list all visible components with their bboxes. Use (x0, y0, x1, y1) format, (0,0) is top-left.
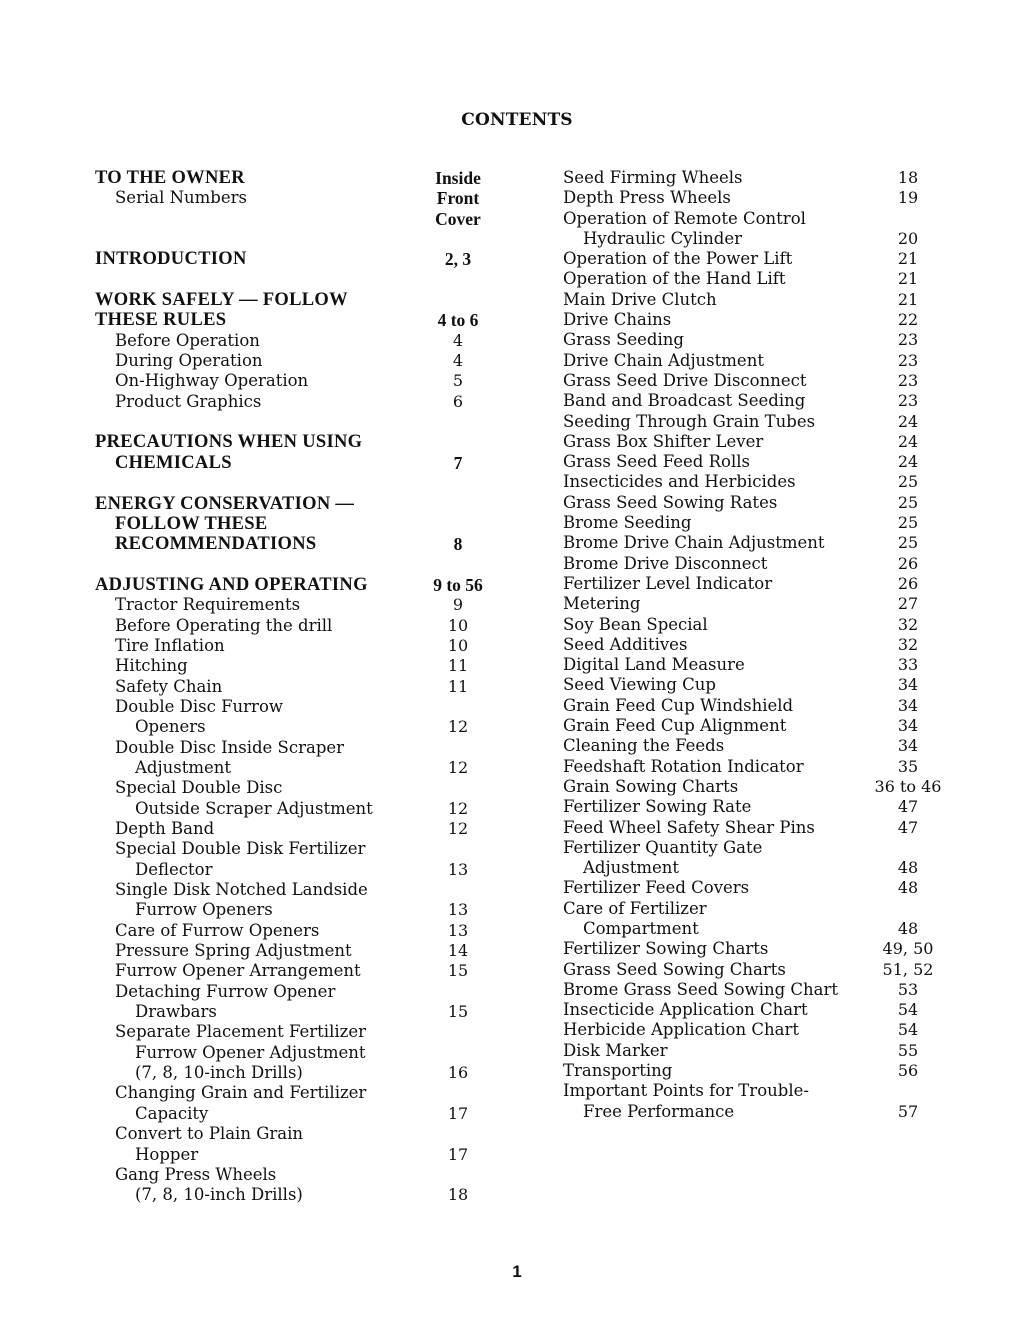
toc-entry (563, 1061, 963, 1081)
toc-entry-page: 21 (897, 269, 919, 289)
toc-entry-title: Grass Box Shifter Lever (563, 431, 764, 451)
toc-entry-page: 15 (447, 961, 469, 981)
toc-entry (563, 493, 963, 513)
toc-entry-title: Special Double Disc (115, 778, 283, 798)
toc-entry-page: 8 (453, 534, 463, 555)
toc-entry-page: Inside (435, 168, 481, 188)
toc-entry (95, 290, 515, 310)
toc-entry (563, 960, 963, 980)
toc-entry (563, 1000, 963, 1020)
toc-entry-title: Band and Broadcast Seeding (563, 391, 806, 411)
toc-entry-title: Double Disc Furrow (115, 696, 284, 716)
toc-entry-page: 12 (447, 798, 469, 818)
toc-entry-title: Safety Chain (115, 676, 223, 696)
toc-entry-title: Gang Press Wheels (115, 1164, 277, 1184)
toc-entry-title: FOLLOW THESE (115, 513, 268, 534)
toc-entry-title: During Operation (115, 351, 263, 371)
toc-entry (563, 797, 963, 817)
toc-entry-title: Deflector (135, 859, 213, 879)
toc-entry (95, 799, 515, 819)
toc-entry (563, 574, 963, 594)
toc-entry (563, 351, 963, 371)
toc-entry (95, 982, 515, 1002)
toc-entry (563, 980, 963, 1000)
toc-entry-title: Main Drive Clutch (563, 289, 717, 309)
toc-entry-page: 12 (447, 717, 469, 737)
toc-entry (95, 371, 515, 391)
toc-entry-page: 22 (897, 310, 919, 330)
toc-entry (95, 1063, 515, 1083)
toc-entry (95, 494, 515, 514)
toc-entry-title: Before Operation (115, 330, 260, 350)
toc-entry-page: 24 (897, 452, 919, 472)
toc-entry-page: 34 (897, 736, 919, 756)
toc-entry-page: 4 (452, 330, 464, 350)
toc-entry-title: Metering (563, 594, 641, 614)
toc-entry-title: Fertilizer Level Indicator (563, 573, 773, 593)
toc-entry-page: 48 (897, 878, 919, 898)
toc-entry-title: Compartment (583, 918, 699, 938)
toc-entry (95, 575, 515, 595)
toc-entry-title: Product Graphics (115, 391, 262, 411)
toc-entry-title: (7, 8, 10-inch Drills) (135, 1185, 303, 1205)
toc-entry (563, 168, 963, 188)
toc-entry (95, 1185, 515, 1205)
toc-entry-page: 6 (452, 391, 464, 411)
toc-entry-page: 11 (447, 656, 469, 676)
toc-entry (563, 696, 963, 716)
toc-entry (563, 513, 963, 533)
toc-entry-title: Pressure Spring Adjustment (115, 941, 352, 961)
toc-entry-page: 15 (447, 1002, 469, 1022)
toc-entry-title: Fertilizer Sowing Charts (563, 939, 769, 959)
toc-entry-title: Digital Land Measure (563, 655, 745, 675)
toc-entry-title: CHEMICALS (115, 452, 232, 473)
toc-entry (563, 188, 963, 208)
toc-entry (95, 819, 515, 839)
toc-entry-page: 17 (447, 1103, 469, 1123)
toc-entry (95, 636, 515, 656)
toc-entry-page: 18 (897, 168, 919, 187)
toc-entry-title: Brome Grass Seed Sowing Chart (563, 979, 839, 999)
toc-entry (95, 941, 515, 961)
toc-entry (95, 412, 515, 432)
toc-entry (563, 838, 963, 858)
toc-entry-page: 25 (897, 472, 919, 492)
toc-entry-title: TO THE OWNER (95, 168, 245, 188)
toc-entry-title: Hitching (115, 656, 188, 676)
toc-entry-page: 49, 50 (882, 939, 934, 959)
contents-left-column (95, 168, 515, 1206)
toc-entry-title: Operation of the Power Lift (563, 249, 793, 269)
toc-entry (563, 757, 963, 777)
toc-entry-page: 11 (447, 676, 469, 696)
toc-entry-page: 19 (897, 188, 919, 208)
toc-entry-page: 34 (897, 675, 919, 695)
toc-entry-page: 35 (897, 756, 919, 776)
toc-entry (563, 290, 963, 310)
toc-entry-title: Seed Additives (563, 634, 688, 654)
toc-entry (563, 939, 963, 959)
toc-entry (95, 1083, 515, 1103)
toc-entry (563, 635, 963, 655)
toc-entry-title: Drawbars (135, 1002, 217, 1022)
toc-entry-title: Transporting (563, 1061, 673, 1081)
toc-entry (95, 1043, 515, 1063)
toc-entry-page: 34 (897, 716, 919, 736)
page-title: CONTENTS (461, 110, 573, 130)
toc-entry-page: 14 (447, 941, 469, 961)
toc-entry-title: Operation of Remote Control (563, 208, 806, 228)
toc-entry-title: Hydraulic Cylinder (583, 228, 743, 248)
toc-entry-title: Brome Seeding (563, 513, 692, 533)
toc-entry (563, 554, 963, 574)
toc-entry-page: 32 (897, 614, 919, 634)
toc-entry-title: Insecticide Application Chart (563, 1000, 808, 1020)
toc-entry (95, 880, 515, 900)
toc-entry-title: Grain Sowing Charts (563, 776, 739, 796)
toc-entry-page: 12 (447, 819, 469, 838)
toc-entry (563, 269, 963, 289)
toc-entry-title: Feedshaft Rotation Indicator (563, 756, 804, 776)
toc-entry-title: Depth Press Wheels (563, 188, 731, 208)
toc-entry-title: ADJUSTING AND OPERATING (95, 574, 368, 595)
toc-entry (95, 921, 515, 941)
toc-entry-page: 13 (447, 920, 469, 940)
toc-entry (95, 1002, 515, 1022)
toc-entry-title: Herbicide Application Chart (563, 1020, 799, 1040)
toc-entry-title: Adjustment (583, 858, 679, 878)
toc-entry (95, 555, 515, 575)
toc-entry-title: Serial Numbers (115, 188, 247, 208)
toc-entry (563, 1020, 963, 1040)
toc-entry-title: Free Performance (583, 1101, 735, 1121)
toc-entry (95, 168, 515, 188)
toc-entry-page: 53 (897, 979, 919, 999)
toc-entry (563, 391, 963, 411)
toc-entry (563, 310, 963, 330)
toc-entry-title: THESE RULES (95, 310, 227, 331)
toc-entry (95, 392, 515, 412)
toc-entry (95, 778, 515, 798)
page-number: 1 (512, 1262, 522, 1281)
toc-entry (95, 677, 515, 697)
toc-entry-title: Furrow Opener Arrangement (115, 961, 361, 981)
toc-entry (563, 919, 963, 939)
toc-entry-title: Convert to Plain Grain (115, 1124, 304, 1144)
toc-entry-title: Double Disc Inside Scraper (115, 737, 345, 757)
toc-entry-title: Operation of the Hand Lift (563, 269, 786, 289)
toc-entry (95, 900, 515, 920)
toc-entry-page: 33 (897, 655, 919, 675)
toc-entry (95, 270, 515, 290)
toc-entry-title: Seed Firming Wheels (563, 168, 743, 187)
toc-entry-page: 13 (447, 859, 469, 879)
toc-entry (95, 656, 515, 676)
toc-entry-page: 10 (447, 635, 469, 655)
toc-entry-title: Grain Feed Cup Alignment (563, 716, 787, 736)
toc-entry (563, 1041, 963, 1061)
toc-entry-page: 55 (897, 1040, 919, 1060)
contents-right-column (563, 168, 963, 1122)
toc-entry-page: 54 (897, 1000, 919, 1020)
toc-entry-title: Hopper (135, 1144, 199, 1164)
toc-entry-title: Openers (135, 717, 206, 737)
toc-entry (563, 818, 963, 838)
toc-entry (563, 452, 963, 472)
toc-entry-page: 57 (897, 1101, 919, 1121)
toc-entry-page: 23 (897, 330, 919, 350)
toc-entry-title: Outside Scraper Adjustment (135, 798, 373, 818)
toc-entry (95, 616, 515, 636)
toc-entry-title: Feed Wheel Safety Shear Pins (563, 817, 815, 837)
toc-entry (95, 839, 515, 859)
toc-entry-title: Insecticides and Herbicides (563, 472, 796, 492)
toc-entry-page: 25 (897, 492, 919, 512)
toc-entry-title: Furrow Opener Adjustment (135, 1042, 366, 1062)
toc-entry-page: Front (436, 188, 480, 209)
toc-entry-title: Drive Chains (563, 310, 672, 330)
toc-entry-title: INTRODUCTION (95, 249, 247, 270)
toc-entry (95, 1165, 515, 1185)
toc-entry-page: 9 (452, 595, 464, 615)
toc-entry-page: 12 (447, 757, 469, 777)
toc-entry-page: 32 (897, 634, 919, 654)
toc-entry-page: 27 (897, 594, 919, 614)
toc-entry-title: Fertilizer Sowing Rate (563, 797, 752, 817)
toc-entry-title: Changing Grain and Fertilizer (115, 1083, 367, 1103)
toc-entry-page: 4 (452, 351, 464, 371)
toc-entry (95, 860, 515, 880)
toc-entry-page: 36 to 46 (874, 776, 942, 796)
toc-entry-page: 24 (897, 431, 919, 451)
toc-entry (563, 249, 963, 269)
toc-entry (563, 777, 963, 797)
toc-entry (563, 229, 963, 249)
toc-entry (95, 697, 515, 717)
toc-entry (95, 453, 515, 473)
toc-entry-page: 16 (447, 1063, 469, 1083)
toc-entry-title: ENERGY CONSERVATION — (95, 493, 355, 514)
toc-entry-page: 56 (897, 1061, 919, 1081)
toc-entry-page: 18 (447, 1185, 469, 1205)
toc-entry-page: 48 (897, 858, 919, 878)
toc-entry-page: Cover (435, 208, 481, 229)
toc-entry (95, 1124, 515, 1144)
toc-entry-title: Care of Furrow Openers (115, 920, 320, 940)
toc-entry (95, 1022, 515, 1042)
toc-entry-title: Fertilizer Feed Covers (563, 878, 750, 898)
toc-entry-title: Soy Bean Special (563, 614, 708, 634)
toc-entry (95, 209, 515, 229)
toc-entry (95, 310, 515, 330)
toc-entry (95, 717, 515, 737)
toc-entry (563, 716, 963, 736)
toc-entry (563, 594, 963, 614)
toc-entry (563, 533, 963, 553)
toc-entry-title: Grass Seed Sowing Charts (563, 959, 786, 979)
toc-entry-title: Tractor Requirements (115, 595, 301, 615)
toc-entry (95, 1145, 515, 1165)
toc-entry (95, 331, 515, 351)
toc-entry (563, 432, 963, 452)
toc-entry-title: On-Highway Operation (115, 371, 309, 391)
toc-entry (95, 534, 515, 554)
toc-entry-page: 21 (897, 289, 919, 309)
toc-entry-title: Seed Viewing Cup (563, 675, 716, 695)
toc-entry-page: 10 (447, 615, 469, 635)
toc-entry-page: 13 (447, 900, 469, 920)
toc-entry-title: Disk Marker (563, 1040, 668, 1060)
toc-entry (95, 1104, 515, 1124)
toc-entry-page: 23 (897, 350, 919, 370)
toc-entry-page: 26 (897, 573, 919, 593)
toc-entry (563, 412, 963, 432)
toc-entry-page: 51, 52 (882, 959, 934, 979)
toc-entry-page: 7 (453, 452, 463, 473)
toc-entry-title: Single Disk Notched Landside (115, 880, 368, 900)
toc-entry (95, 595, 515, 615)
toc-entry-page: 2, 3 (444, 249, 472, 270)
toc-entry-page: 4 to 6 (437, 310, 479, 331)
toc-entry (95, 758, 515, 778)
toc-entry-title: Grass Seed Sowing Rates (563, 492, 778, 512)
toc-entry-title: Important Points for Trouble- (563, 1081, 809, 1101)
toc-entry (95, 188, 515, 208)
toc-entry-title: Brome Drive Chain Adjustment (563, 533, 825, 553)
toc-entry (563, 675, 963, 695)
toc-entry-title: Furrow Openers (135, 900, 273, 920)
toc-entry (563, 899, 963, 919)
toc-entry-page: 24 (897, 411, 919, 431)
toc-entry-page: 20 (897, 228, 919, 248)
toc-entry (563, 736, 963, 756)
toc-entry (563, 330, 963, 350)
toc-entry-title: Brome Drive Disconnect (563, 553, 768, 573)
toc-entry (563, 858, 963, 878)
toc-entry-title: Depth Band (115, 819, 215, 838)
toc-entry (95, 738, 515, 758)
toc-entry-page: 25 (897, 513, 919, 533)
toc-entry-title: Special Double Disk Fertilizer (115, 839, 366, 859)
toc-entry-page: 47 (897, 797, 919, 817)
toc-entry-title: Care of Fertilizer (563, 898, 707, 918)
toc-entry-page: 34 (897, 695, 919, 715)
toc-entry (563, 371, 963, 391)
toc-entry-title: Separate Placement Fertilizer (115, 1022, 366, 1042)
toc-entry (95, 229, 515, 249)
toc-entry (563, 209, 963, 229)
toc-entry-page: 48 (897, 918, 919, 938)
toc-entry-page: 9 to 56 (433, 574, 483, 595)
toc-entry-title: Grass Seed Feed Rolls (563, 452, 750, 472)
toc-entry-page: 47 (897, 817, 919, 837)
toc-entry-title: PRECAUTIONS WHEN USING (95, 432, 363, 453)
toc-entry-title: Before Operating the drill (115, 615, 333, 635)
toc-entry (563, 655, 963, 675)
toc-entry-title: Cleaning the Feeds (563, 736, 725, 756)
toc-entry (563, 615, 963, 635)
toc-entry-page: 5 (452, 371, 464, 391)
toc-entry-title: RECOMMENDATIONS (115, 534, 317, 555)
toc-entry-title: Detaching Furrow Opener (115, 981, 336, 1001)
toc-entry (95, 514, 515, 534)
toc-entry (95, 473, 515, 493)
toc-entry-title: (7, 8, 10-inch Drills) (135, 1063, 303, 1083)
toc-entry (95, 432, 515, 452)
toc-entry (95, 351, 515, 371)
toc-entry (563, 1102, 963, 1122)
toc-entry-page: 23 (897, 370, 919, 390)
toc-entry-title: Seeding Through Grain Tubes (563, 411, 816, 431)
toc-entry-title: Adjustment (135, 757, 231, 777)
toc-entry-page: 23 (897, 391, 919, 411)
toc-entry (95, 249, 515, 269)
toc-entry-title: Grass Seeding (563, 330, 684, 350)
toc-entry (95, 961, 515, 981)
toc-entry-title: Drive Chain Adjustment (563, 350, 764, 370)
toc-entry-title: Grain Feed Cup Windshield (563, 695, 794, 715)
toc-entry-page: 26 (897, 553, 919, 573)
toc-entry-title: Tire Inflation (115, 635, 225, 655)
toc-entry-page: 17 (447, 1144, 469, 1164)
toc-entry-title: Grass Seed Drive Disconnect (563, 370, 807, 390)
toc-entry-page: 21 (897, 249, 919, 269)
toc-entry-title: Fertilizer Quantity Gate (563, 837, 763, 857)
toc-entry (563, 1081, 963, 1101)
toc-entry-title: Capacity (135, 1103, 209, 1123)
toc-entry (563, 878, 963, 898)
toc-entry-title: WORK SAFELY — FOLLOW (95, 290, 348, 311)
toc-entry-page: 25 (897, 533, 919, 553)
toc-entry-page: 54 (897, 1020, 919, 1040)
toc-entry (563, 472, 963, 492)
